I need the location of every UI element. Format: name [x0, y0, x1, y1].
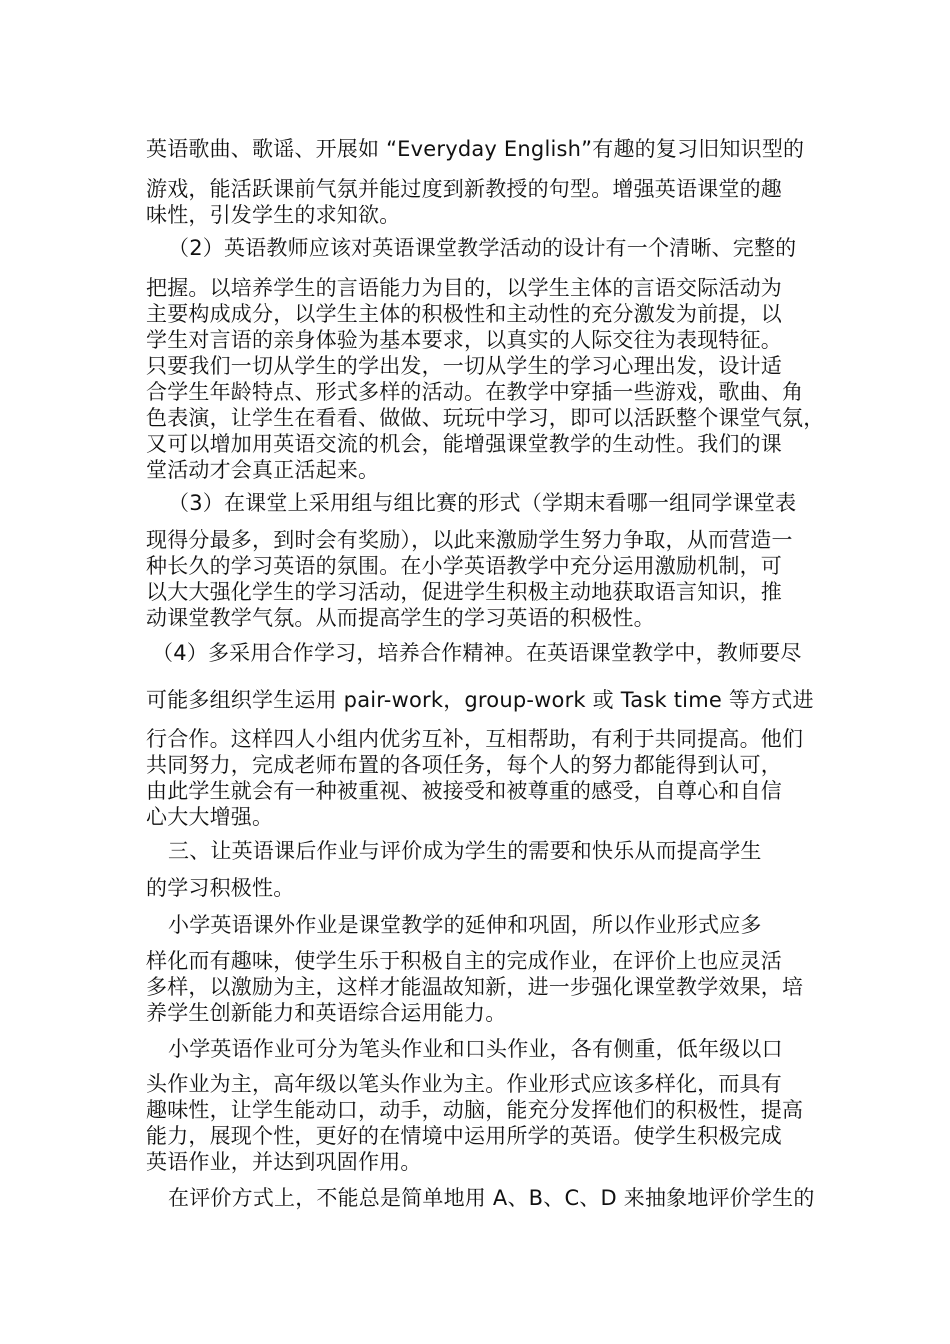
- text-line: 多样，以激励为主，这样才能温故知新，进一步强化课堂教学效果，培: [146, 975, 804, 999]
- section-heading: 三、让英语课后作业与评价成为学生的需要和快乐从而提高学生: [168, 839, 762, 863]
- text-line: 行合作。这样四人小组内优劣互补，互相帮助，有利于共同提高。他们: [146, 727, 804, 751]
- text-line: 把握。以培养学生的言语能力为目的，以学生主体的言语交际活动为: [146, 276, 782, 300]
- text-line: （3）在课堂上采用组与组比赛的形式（学期末看哪一组同学课堂表: [168, 491, 797, 515]
- text-line: （4）多采用合作学习，培养合作精神。在英语课堂教学中，教师要尽: [152, 641, 802, 665]
- text-line: 只要我们一切从学生的学出发，一切从学生的学习心理出发，设计适: [146, 354, 782, 378]
- section-heading: 的学习积极性。: [146, 876, 295, 900]
- text-line: 种长久的学习英语的氛围。在小学英语教学中充分运用激励机制，可: [146, 554, 782, 578]
- text-line: 养学生创新能力和英语综合运用能力。: [146, 1001, 507, 1025]
- text-line: 现得分最多，到时会有奖励），以此来激励学生努力争取，从而营造一: [146, 528, 793, 552]
- text-line: 共同努力，完成老师布置的各项任务，每个人的努力都能得到认可，: [146, 753, 782, 777]
- text-line: 在评价方式上，不能总是简单地用 A、B、C、D 来抽象地评价学生的: [168, 1186, 815, 1210]
- text-line: 由此学生就会有一种被重视、被接受和被尊重的感受，自尊心和自信: [146, 779, 782, 803]
- text-line: 可能多组织学生运用 pair-work，group-work 或 Task time 等方式进: [146, 688, 814, 712]
- text-line: 动课堂教学气氛。从而提高学生的学习英语的积极性。: [146, 606, 655, 630]
- text-line: 心大大增强。: [146, 805, 274, 829]
- text-line: 又可以增加用英语交流的机会，能增强课堂教学的生动性。我们的课: [146, 432, 782, 456]
- text-line: 游戏，能活跃课前气氛并能过度到新教授的句型。增强英语课堂的趣: [146, 177, 782, 201]
- text-line: 小学英语作业可分为笔头作业和口头作业，各有侧重，低年级以口: [168, 1037, 783, 1061]
- text-line: 以大大强化学生的学习活动，促进学生积极主动地获取语言知识，推: [146, 580, 782, 604]
- text-line: 英语作业，并达到巩固作用。: [146, 1150, 422, 1174]
- text-line: 色表演，让学生在看看、做做、玩玩中学习，即可以活跃整个课堂气氛，: [146, 406, 825, 430]
- text-line: 堂活动才会真正活起来。: [146, 458, 380, 482]
- text-line: （2）英语教师应该对英语课堂教学活动的设计有一个清晰、完整的: [168, 236, 797, 260]
- text-line: 小学英语课外作业是课堂教学的延伸和巩固，所以作业形式应多: [168, 913, 762, 937]
- text-line: 头作业为主，高年级以笔头作业为主。作业形式应该多样化，而具有: [146, 1072, 782, 1096]
- text-line: 学生对言语的亲身体验为基本要求，以真实的人际交往为表现特征。: [146, 328, 782, 352]
- text-line: 味性，引发学生的求知欲。: [146, 203, 401, 227]
- text-line: 主要构成成分，以学生主体的积极性和主动性的充分激发为前提，以: [146, 302, 782, 326]
- text-line: 能力，展现个性，更好的在情境中运用所学的英语。使学生积极完成: [146, 1124, 782, 1148]
- text-line: 英语歌曲、歌谣、开展如 “Everyday English”有趣的复习旧知识型的: [146, 137, 805, 161]
- text-line: 合学生年龄特点、形式多样的活动。在教学中穿插一些游戏，歌曲、角: [146, 380, 804, 404]
- text-line: 样化而有趣味，使学生乐于积极自主的完成作业，在评价上也应灵活: [146, 949, 782, 973]
- text-line: 趣味性，让学生能动口，动手，动脑，能充分发挥他们的积极性，提高: [146, 1098, 804, 1122]
